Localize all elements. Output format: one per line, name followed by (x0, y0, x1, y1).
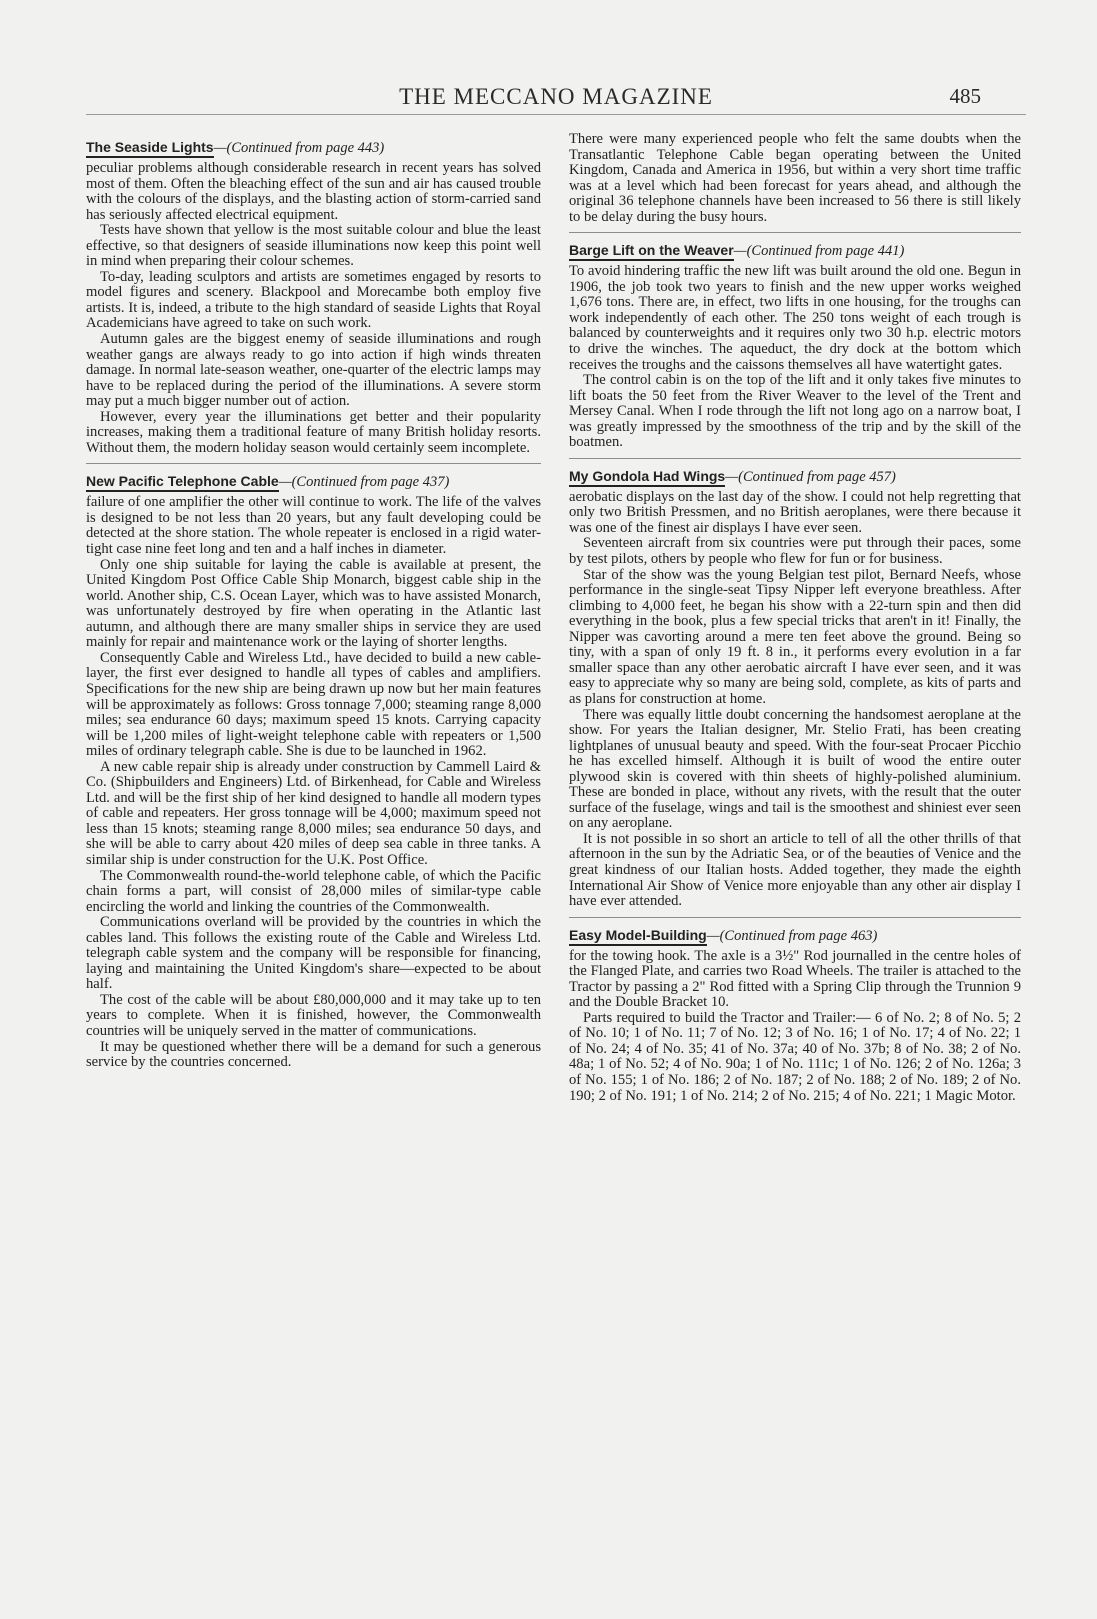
article-section (86, 472, 541, 1070)
paragraph: Only one ship suitable for laying the cable is available at present, the United Kingdom Post Office Cable Ship Monarch, biggest cable ship in the world. Another ship, C.S. Ocean Layer, which was to have assisted Monarch, was unfortunately destroyed by fire when operating in the Atlantic last autumn, and although there are many smaller ships in service they are used mainly for repair and maintenance work or the laying of shorter lengths. (86, 556, 541, 651)
paragraph: The cost of the cable will be about £80,000,000 and it may take up to ten years to complete. When it is finished, however, the Commonwealth countries will be uniquely served in the matter of communications. (86, 991, 541, 1039)
article-section (569, 926, 1021, 1104)
article-section (569, 241, 1021, 451)
paragraph: Consequently Cable and Wireless Ltd., have decided to build a new cable-layer, the first ever designed to handle all types of cables and amplifiers. Specifications for the new ship are being drawn up now but her main features will be approximately as follows: Gross tonnage 7,000; steaming range 8,000 miles; sea endurance 60 days; maximum speed 15 knots. Carrying capacity will be 1,200 miles of light-weight telephone cable with repeaters or 1,500 miles of ordinary telegraph cable. She is due to be launched in 1962. (86, 649, 541, 760)
section-divider (569, 458, 1021, 459)
section-divider (569, 917, 1021, 918)
paragraph: Star of the show was the young Belgian test pilot, Bernard Neefs, whose performance in the single-seat Tipsy Nipper left everyone breathless. After climbing to 4,000 feet, he began his show with a 22-turn spin and then did everything in the book, plus a few special tricks that aren't in it! Finally, the Nipper was cavorting around a mere ten feet above the ground. Being so tiny, with a span of only 19 ft. 8 in., it performs every evolution in a far smaller space than any other aerobatic aircraft I have ever seen, and it was easy to appreciate why so many are being sold, complete, as kits of parts and as plans for construction at home. (569, 566, 1021, 707)
article-section (569, 132, 1021, 225)
left-column (86, 132, 541, 1075)
right-column (569, 132, 1021, 1108)
paragraph: It may be questioned whether there will be a demand for such a generous service by the countries concerned. (86, 1038, 541, 1071)
section-title: New Pacific Telephone Cable (86, 473, 279, 492)
paragraph: The Commonwealth round-the-world telephone cable, of which the Pacific chain forms a part, will consist of 28,000 miles of similar-type cable encircling the world and linking the countries of the Commonwealth. (86, 867, 541, 915)
section-divider (86, 463, 541, 464)
continued-note: —(Continued from page 457) (725, 468, 896, 485)
article-section (569, 467, 1021, 910)
paragraph: To avoid hindering traffic the new lift was built around the old one. Begun in 1906, the job took two years to finish and the new upper works weighed 1,676 tons. There are, in effect, two lifts in one housing, for the troughs can work independently of each other. The 250 tons weight of each trough is balanced by counterweights and it requires only two 30 h.p. electric motors to drive the winches. The aqueduct, the dry dock at the bottom which receives the troughs and the caissons themselves all have watertight gates. (569, 263, 1021, 373)
paragraph: There were many experienced people who felt the same doubts when the Transatlantic Telephone Cable began operating between the United Kingdom, Canada and America in 1956, but within a very short time traffic was at a level which had been forecast for years ahead, and although the original 36 telephone channels have been increased to 56 there is still likely to be delay during the busy hours. (569, 131, 1021, 225)
section-title: Barge Lift on the Weaver (569, 242, 734, 261)
paragraph: aerobatic displays on the last day of the show. I could not help regretting that only two British Pressmen, and no British aeroplanes, were there because it was one of the finest air displays I have ever seen. (569, 488, 1021, 536)
paragraph: Tests have shown that yellow is the most suitable colour and blue the least effective, so that designers of seaside illuminations now keep this point well in mind when preparing their colour schemes. (86, 222, 541, 270)
paragraph: A new cable repair ship is already under construction by Cammell Laird & Co. (Shipbuilders and Engineers) Ltd. of Birkenhead, for Cable and Wireless Ltd. and will be the first ship of her kind designed to handle all modern types of cable and repeaters. Her gross tonnage will be 4,000; maximum speed not less than 15 knots; steaming range 8,000 miles; sea endurance 50 days, and she will be able to carry about 420 miles of deep sea cable in three tanks. A similar ship is under construction for the U.K. Post Office. (86, 758, 541, 868)
section-heading (569, 467, 1021, 486)
paragraph: peculiar problems although considerable research in recent years has solved most of them. Often the bleaching effect of the sun and air has caused trouble with the colours of the displays, and the blasting action of storm-carried sand has seriously affected electrical equipment. (86, 160, 541, 223)
section-heading (86, 138, 541, 157)
page-number: 485 (949, 84, 981, 108)
continued-note: —(Continued from page 463) (706, 927, 878, 944)
paragraph: The control cabin is on the top of the lift and it only takes five minutes to lift boats the 50 feet from the River Weaver to the level of the Trent and Mersey Canal. When I rode through the lift not long ago on a narrow boat, I was greatly impressed by the smoothness of the trip and by the skill of the boatmen. (569, 372, 1021, 451)
paragraph: Communications overland will be provided by the countries in which the cables land. This follows the existing route of the Cable and Wireless Ltd. telegraph cable system and the company will be responsible for financing, laying and maintaining the United Kingdom's share—expected to be about half. (86, 914, 541, 993)
paragraph: for the towing hook. The axle is a 3½" Rod journalled in the centre holes of the Flanged Plate, and carries two Road Wheels. The trailer is attached to the Tractor by passing a 2" Rod fitted with a Spring Clip through the Trunnion 9 and the Double Bracket 10. (569, 947, 1021, 1011)
section-title: Easy Model-Building (569, 927, 707, 946)
paragraph: Parts required to build the Tractor and Trailer:— 6 of No. 2; 8 of No. 5; 2 of No. 10; 1 of No. 11; 7 of No. 12; 3 of No. 16; 1 of No. 17; 4 of No. 22; 1 of No. 24; 4 of No. 35; 41 of No. 37a; 40 of No. 37b; 8 of No. 38; 2 of No. 48a; 1 of No. 52; 4 of No. 90a; 1 of No. 111c; 1 of No. 126; 2 of No. 126a; 3 of No. 155; 1 of No. 186; 2 of No. 187; 2 of No. 188; 2 of No. 189; 2 of No. 190; 2 of No. 191; 1 of No. 214; 2 of No. 215; 4 of No. 221; 1 Magic Motor. (569, 1009, 1021, 1104)
continued-note: —(Continued from page 441) (733, 243, 905, 260)
section-heading (86, 472, 541, 491)
page-header (86, 84, 1026, 114)
continued-note: —(Continued from page 443) (213, 140, 385, 156)
paragraph: To-day, leading sculptors and artists are sometimes engaged by resorts to model figures and scenery. Blackpool and Morecambe both employ five artists. It is, indeed, a tribute to the high standard of seaside Lights that Royal Academicians have agreed to take on such work. (86, 268, 541, 332)
section-heading (569, 241, 1021, 260)
paragraph: There was equally little doubt concerning the handsomest aeroplane at the show. For years the Italian designer, Mr. Stelio Frati, has been creating lightplanes of unusual beauty and speed. With the four-seat Procaer Picchio he has excelled himself. Although it is built of wood the entire outer plywood skin is covered with thin sheets of highly-polished aluminium. These are bonded in place, without any rivets, with the result that the outer surface of the fuselage, wings and tail is the smoothest and shiniest ever seen on any aeroplane. (569, 706, 1021, 832)
paragraph: failure of one amplifier the other will continue to work. The life of the valves is designed to be not less than 20 years, but any fault developing could be detected at the shore station. The whole repeater is enclosed in a rigid water-tight case nine feet long and ten and a half inches in diameter. (86, 494, 541, 558)
article-section (86, 138, 541, 456)
paragraph: Seventeen aircraft from six countries were put through their paces, some by test pilots, others by people who flew for fun or for business. (569, 535, 1021, 568)
section-divider (569, 232, 1021, 233)
paragraph: Autumn gales are the biggest enemy of seaside illuminations and rough weather gangs are always ready to go into action if high winds threaten damage. In normal late-season weather, one-quarter of the electric lamps may have to be replaced during the period of the illuminations. A severe storm may put a much bigger number out of action. (86, 331, 541, 410)
section-title: The Seaside Lights (86, 139, 214, 158)
paragraph: However, every year the illuminations get better and their popularity increases, making them a traditional feature of many British holiday resorts. Without them, the modern holiday season would certainly seem incomplete. (86, 408, 541, 456)
magazine-title: THE MECCANO MAGAZINE (399, 84, 713, 109)
header-rule (86, 114, 1026, 115)
paragraph: It is not possible in so short an article to tell of all the other thrills of that afternoon in the sun by the Adriatic Sea, or of the beauties of Venice and the great kindness of our Italian hosts. Added together, they made the eighth International Air Show of Venice more enjoyable than any other air display I have ever attended. (569, 830, 1021, 910)
section-title: My Gondola Had Wings (569, 468, 725, 487)
section-heading (569, 926, 1021, 945)
continued-note: —(Continued from page 437) (278, 474, 450, 491)
